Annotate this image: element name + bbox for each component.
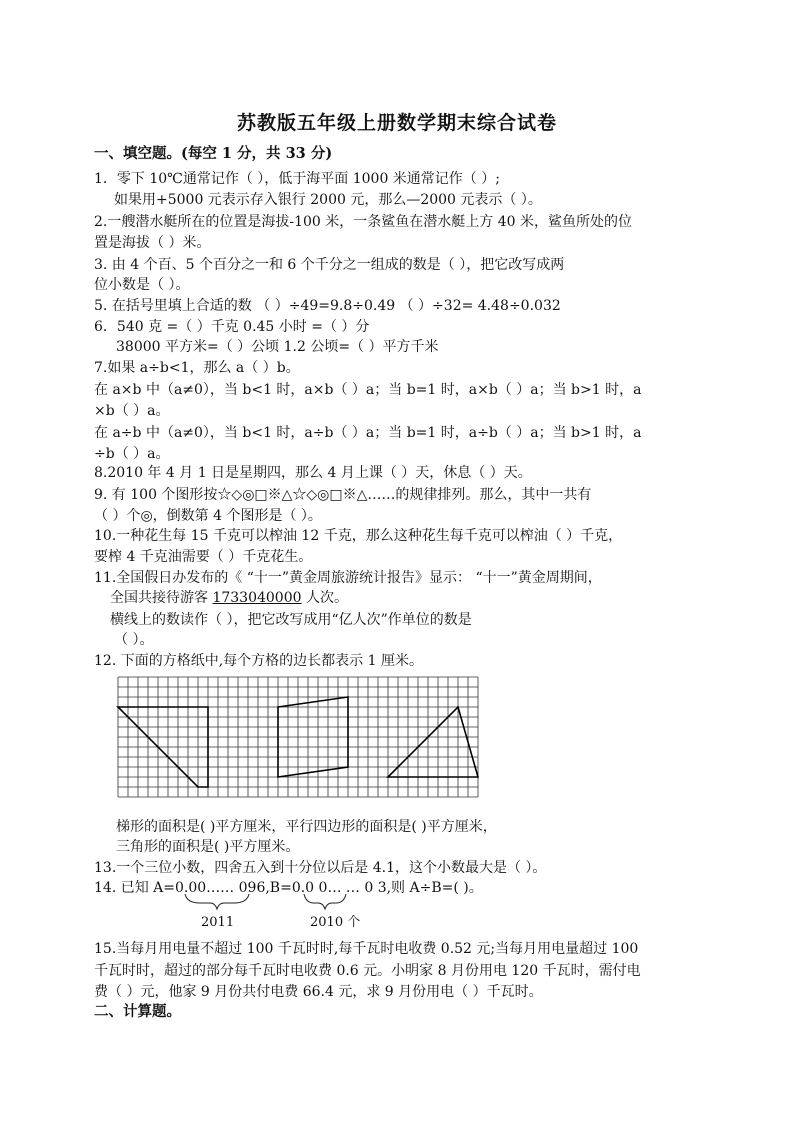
exam-title: 苏教版五年级上册数学期末综合试卷 xyxy=(236,112,557,134)
q3-line2: 位小数是（ ）。 xyxy=(94,277,190,293)
q9-line1: 9. 有 100 个图形按☆◇◎□※△☆◇◎□※△……的规律排列。那么，其中一共有 xyxy=(94,487,592,503)
section-1-heading: 一、填空题。(每空 1 分，共 33 分) xyxy=(94,145,333,162)
q10-line1: 10.一种花生每 15 千克可以榨油 12 千克，那么这种花生每千克可以榨油（ ）千克， xyxy=(94,528,623,544)
q12-answer-line1: 梯形的面积是( )平方厘米，平行四边形的面积是( )平方厘米， xyxy=(116,819,497,835)
q14-brace-1 xyxy=(185,894,249,909)
q11-line4: （ ）。 xyxy=(114,632,154,648)
q7-line5: ÷b（ ）a。 xyxy=(94,446,170,462)
q2-line1: 2.一艘潜水艇所在的位置是海拔-100 米，一条鲨鱼在潜水艇上方 40 米，鲨鱼所处的位 xyxy=(94,214,632,230)
q1-line2: 如果用+5000 元表示存入银行 2000 元，那么—2000 元表示（ ）。 xyxy=(114,192,542,208)
q2-line2: 置是海拔（ ）米。 xyxy=(94,235,211,251)
q10-line2: 要榨 4 千克油需要（ ）千克花生。 xyxy=(94,549,313,565)
q11-text-pre: 全国共接待游客 xyxy=(110,590,213,606)
q12-line: 12. 下面的方格纸中,每个方格的边长都表示 1 厘米。 xyxy=(94,653,423,669)
q13-line: 13.一个三位小数，四舍五入到十分位以后是 4.1，这个小数最大是（ ）。 xyxy=(94,860,547,876)
q12-answer-line2: 三角形的面积是( )平方厘米。 xyxy=(116,839,300,855)
q15-line2: 千瓦时时，超过的部分每千瓦时电收费 0.6 元。小明家 8 月份用电 120 千瓦时，需付电 xyxy=(94,963,641,979)
q6-line2: 38000 平方米=（ ）公顷 1.2 公顷=（ ）平方千米 xyxy=(116,339,439,355)
q14-line: 14. 已知 A=0.00…… 096,B=0.0 0… … 0 3,则 A÷B=( )。 xyxy=(94,880,483,896)
q7-line3: ×b（ ）a。 xyxy=(94,403,170,419)
q7-line4: 在 a÷b 中（a≠0），当 b<1 时，a÷b（ ）a；当 b=1 时，a÷b（ ）a；当 b>1 时，a xyxy=(94,425,642,441)
q7-line1: 7.如果 a÷b<1，那么 a（ ）b。 xyxy=(94,360,300,376)
q14-label-2010: 2010 个 xyxy=(310,915,361,930)
q11-underlined-number: 1733040000 xyxy=(212,590,302,606)
q15-line1: 15.当每月用电量不超过 100 千瓦时时,每千瓦时电收费 0.52 元;当每月用电量超过 100 xyxy=(94,941,639,957)
q3-line1: 3. 由 4 个百、5 个百分之一和 6 个千分之一组成的数是（ ），把它改写成两 xyxy=(94,257,565,273)
q11-text-post: 人次。 xyxy=(301,590,348,606)
q7-line2: 在 a×b 中（a≠0），当 b<1 时，a×b（ ）a；当 b=1 时，a×b（ ）a；当 b>1 时，a xyxy=(94,382,642,398)
q11-line1: 11.全国假日办发布的《 “十一”黄金周旅游统计报告》显示： “十一”黄金周期间， xyxy=(94,570,602,586)
q14-label-2011: 2011 xyxy=(201,915,235,930)
q15-line3: 费（ ）元，他家 9 月份共付电费 66.4 元，求 9 月份用电（ ）千瓦时。 xyxy=(94,984,543,1000)
q14-brace-2 xyxy=(304,894,346,909)
q11-line3: 横线上的数读作（ ），把它改写成用“亿人次”作单位的数是 xyxy=(110,612,472,628)
q9-line2: （ ）个◎，倒数第 4 个图形是（ ）。 xyxy=(94,508,322,524)
q1-line1: 1．零下 10℃通常记作（ ），低于海平面 1000 米通常记作（ ）; xyxy=(94,171,500,187)
q8-line: 8.2010 年 4 月 1 日是星期四，那么 4 月上课（ ）天，休息（ ）天。 xyxy=(94,465,532,481)
q5-line: 5. 在括号里填上合适的数 （ ）÷49=9.8÷0.49 （ ）÷32= 4.48÷0.032 xyxy=(94,298,561,314)
q6-line1: 6．540 克 =（ ）千克 0.45 小时 =（ ）分 xyxy=(94,319,370,335)
section-2-heading: 二、计算题。 xyxy=(94,1003,181,1020)
